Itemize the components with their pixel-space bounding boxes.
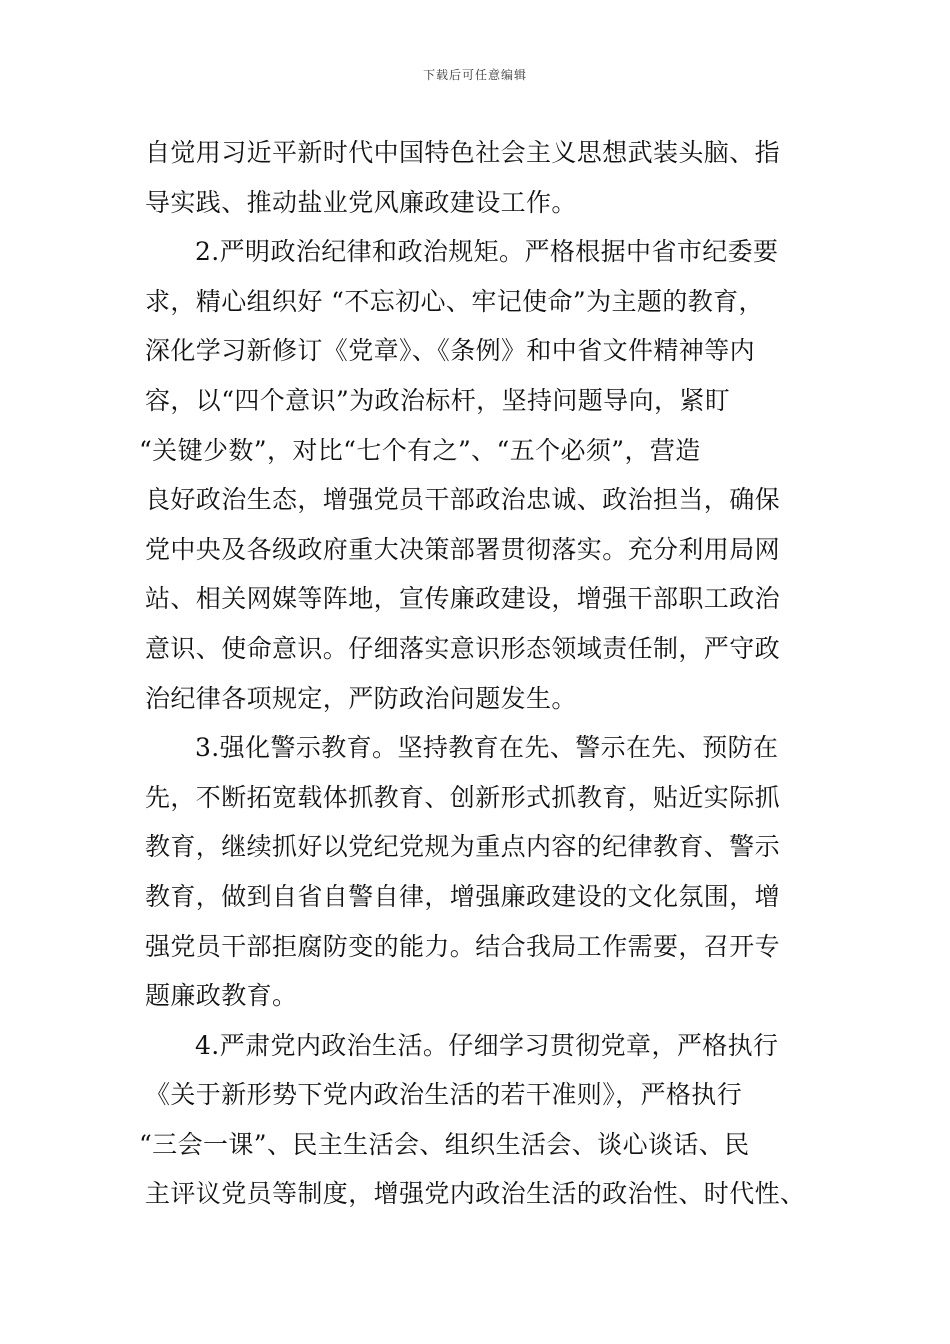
paragraph-start-line: 4.严肃党内政治生活。仔细学习贯彻党章，严格执行 bbox=[195, 1030, 779, 1060]
text-line: 党中央及各级政府重大决策部署贯彻落实。充分利用局网 bbox=[145, 534, 781, 564]
page-header: 下载后可任意编辑 bbox=[422, 68, 527, 82]
text-line: 先，不断拓宽载体抓教育、创新形式抓教育，贴近实际抓 bbox=[145, 782, 781, 812]
text-line: 主评议党员等制度，增强党内政治生活的政治性、时代性、 bbox=[145, 1179, 806, 1209]
text-line: “关键少数”，对比“七个有之”、“五个必须”，营造 bbox=[139, 435, 701, 465]
text-line: “三会一课”、民主生活会、组织生活会、谈心谈话、民 bbox=[139, 1129, 750, 1159]
text-line: 教育，做到自省自警自律，增强廉政建设的文化氛围，增 bbox=[145, 881, 781, 911]
text-line: 题廉政教育。 bbox=[145, 981, 298, 1011]
paragraph-start-line: 3.强化警示教育。坚持教育在先、警示在先、预防在 bbox=[195, 733, 779, 763]
text-line: 《关于新形势下党内政治生活的若干准则》，严格执行 bbox=[145, 1080, 743, 1110]
text-line: 强党员干部拒腐防变的能力。结合我局工作需要，召开专 bbox=[145, 931, 781, 961]
paragraph-start-line: 2.严明政治纪律和政治规矩。严格根据中省市纪委要 bbox=[195, 237, 779, 267]
text-line: 良好政治生态，增强党员干部政治忠诚、政治担当，确保 bbox=[145, 485, 781, 515]
text-line: 容，以“四个意识”为政治标杆，坚持问题导向，紧盯 bbox=[145, 385, 731, 415]
text-line: 教育，继续抓好以党纪党规为重点内容的纪律教育、警示 bbox=[145, 832, 781, 862]
document-body bbox=[139, 128, 806, 1219]
text-line: 站、相关网媒等阵地，宣传廉政建设，增强干部职工政治 bbox=[145, 584, 781, 614]
text-line: 自觉用习近平新时代中国特色社会主义思想武装头脑、指 bbox=[145, 138, 781, 167]
text-line: 意识、使命意识。仔细落实意识形态领域责任制，严守政 bbox=[145, 633, 781, 663]
text-line: 深化学习新修订《党章》、《条例》和中省文件精神等内 bbox=[145, 336, 756, 366]
text-line: 治纪律各项规定，严防政治问题发生。 bbox=[145, 683, 577, 713]
text-line: 导实践、推动盐业党风廉政建设工作。 bbox=[145, 187, 577, 217]
text-line: 求，精心组织好 “不忘初心、牢记使命”为主题的教育， bbox=[145, 286, 764, 316]
